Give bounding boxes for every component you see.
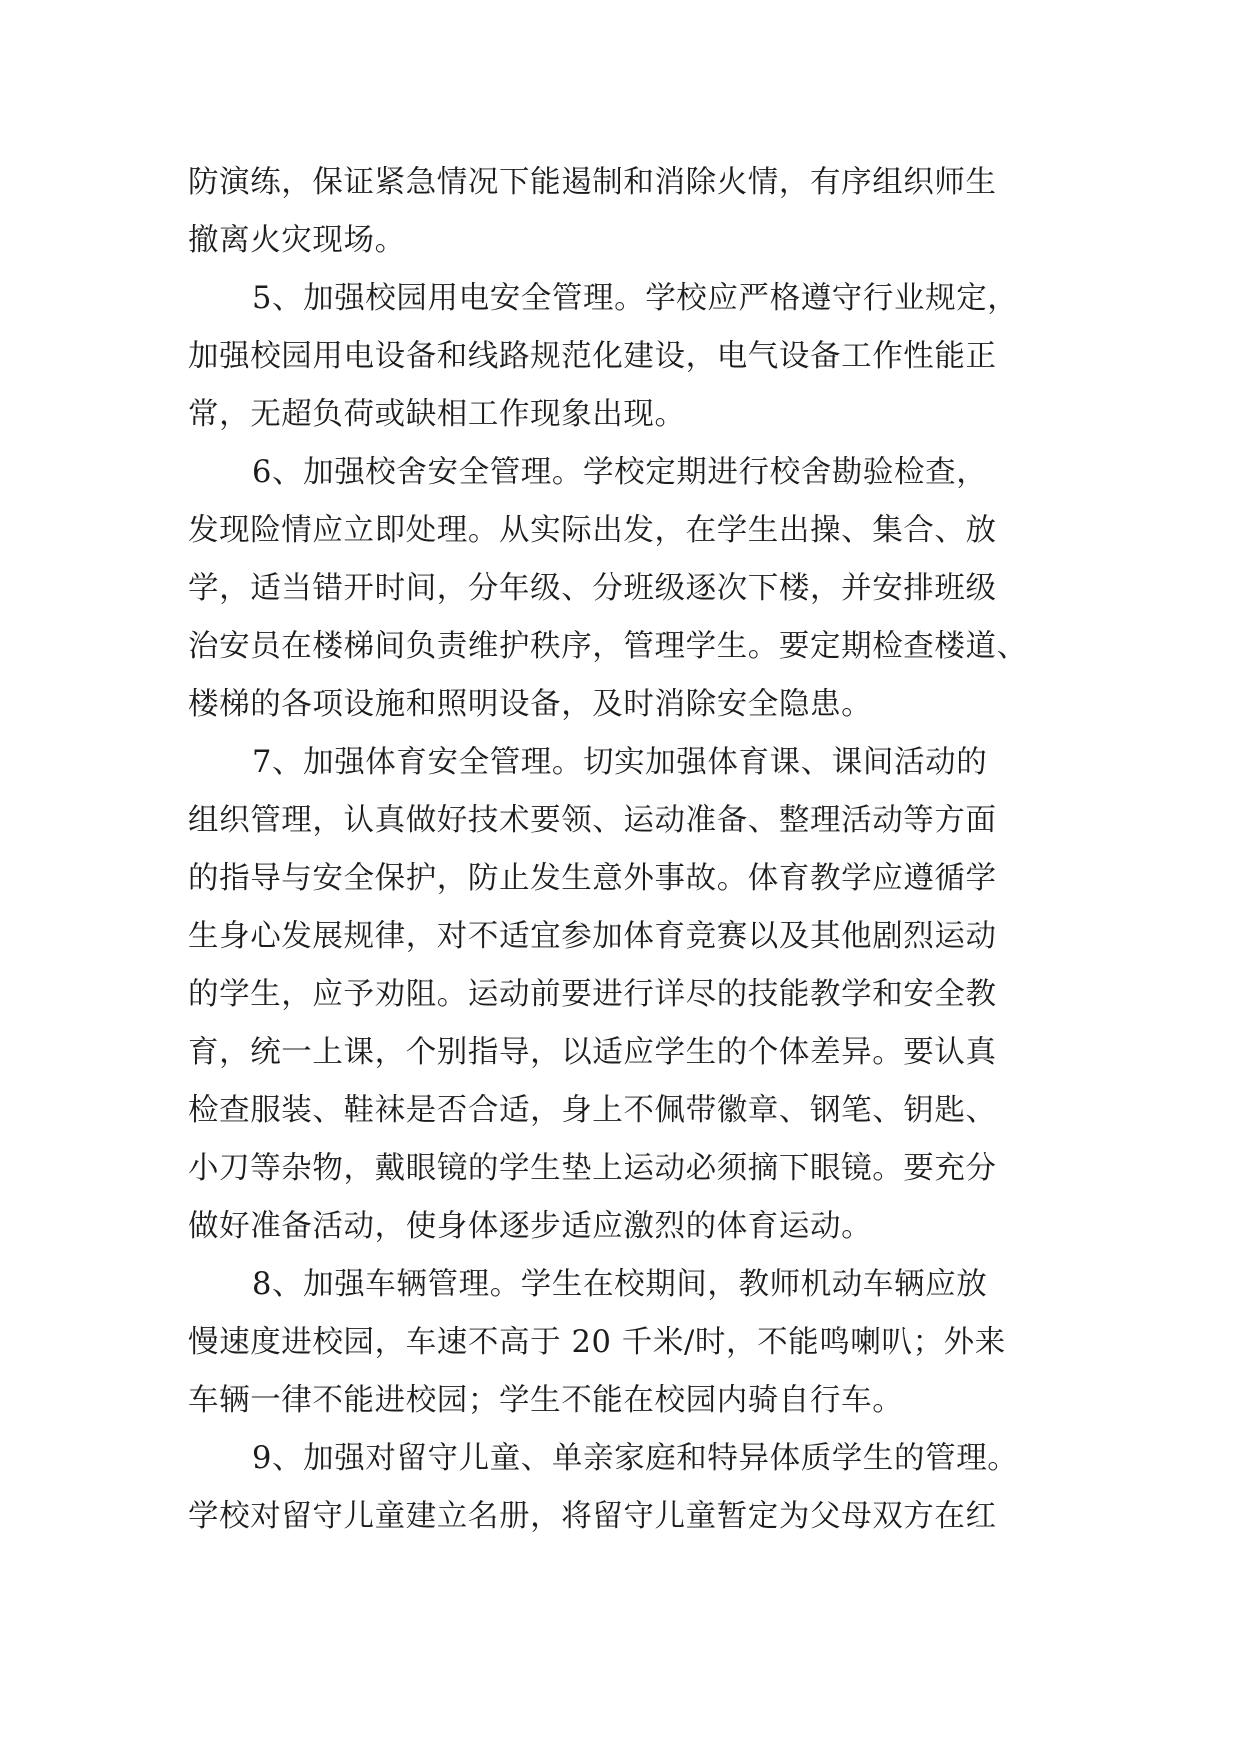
paragraph-line: 楼梯的各项设施和照明设备，及时消除安全隐患。	[188, 687, 873, 722]
paragraph-line: 组织管理，认真做好技术要领、运动准备、整理活动等方面	[188, 803, 997, 838]
paragraph-line: 9、加强对留守儿童、单亲家庭和特异体质学生的管理。	[252, 1441, 1019, 1476]
paragraph-line: 发现险情应立即处理。从实际出发，在学生出操、集合、放	[188, 513, 997, 548]
paragraph-line: 学校对留守儿童建立名册，将留守儿童暂定为父母双方在红	[188, 1499, 997, 1534]
paragraph-line: 慢速度进校园，车速不高于 20 千米/时，不能鸣喇叭；外来	[188, 1325, 1006, 1360]
paragraph-line: 6、加强校舍安全管理。学校定期进行校舍勘验检查，	[252, 455, 988, 490]
paragraph-line: 学，适当错开时间，分年级、分班级逐次下楼，并安排班级	[188, 571, 997, 606]
paragraph-line: 加强校园用电设备和线路规范化建设，电气设备工作性能正	[188, 339, 997, 374]
paragraph-line: 8、加强车辆管理。学生在校期间，教师机动车辆应放	[252, 1267, 988, 1302]
paragraph-line: 车辆一律不能进校园；学生不能在校园内骑自行车。	[188, 1383, 904, 1418]
paragraph-line: 5、加强校园用电安全管理。学校应严格遵守行业规定，	[252, 281, 1019, 316]
paragraph-line: 育，统一上课，个别指导，以适应学生的个体差异。要认真	[188, 1035, 997, 1070]
paragraph-line: 7、加强体育安全管理。切实加强体育课、课间活动的	[252, 745, 988, 780]
paragraph-line: 治安员在楼梯间负责维护秩序，管理学生。要定期检查楼道、	[188, 629, 1028, 664]
paragraph-line: 撤离火灾现场。	[188, 223, 406, 258]
paragraph-line: 生身心发展规律，对不适宜参加体育竞赛以及其他剧烈运动	[188, 919, 997, 954]
paragraph-line: 的指导与安全保护，防止发生意外事故。体育教学应遵循学	[188, 861, 997, 896]
paragraph-line: 做好准备活动，使身体逐步适应激烈的体育运动。	[188, 1209, 873, 1244]
paragraph-line: 检查服装、鞋袜是否合适，身上不佩带徽章、钢笔、钥匙、	[188, 1093, 997, 1128]
paragraph-line: 的学生，应予劝阻。运动前要进行详尽的技能教学和安全教	[188, 977, 997, 1012]
paragraph-line: 小刀等杂物，戴眼镜的学生垫上运动必须摘下眼镜。要充分	[188, 1151, 997, 1186]
paragraph-line: 防演练，保证紧急情况下能遏制和消除火情，有序组织师生	[188, 165, 997, 200]
paragraph-line: 常，无超负荷或缺相工作现象出现。	[188, 397, 686, 432]
